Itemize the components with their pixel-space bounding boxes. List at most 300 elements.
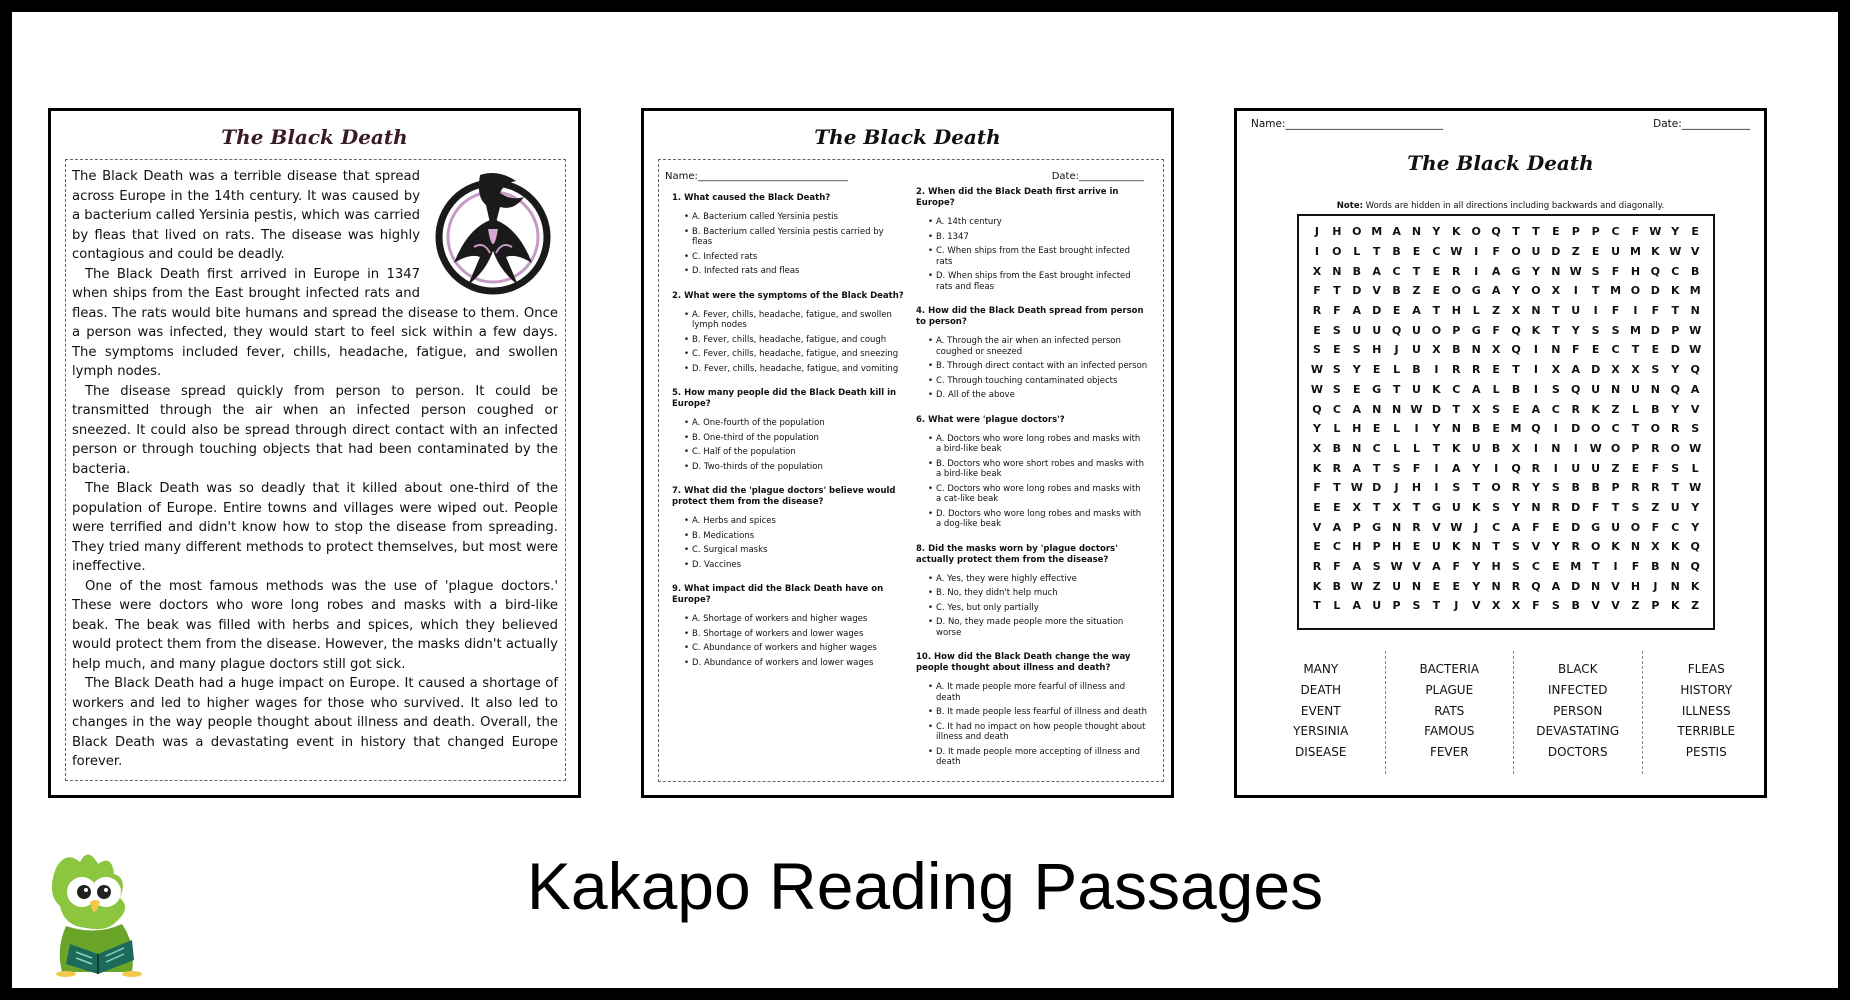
grid-letter: N bbox=[1332, 264, 1342, 278]
grid-letter: S bbox=[1352, 343, 1361, 357]
grid-letter: R bbox=[1452, 264, 1461, 278]
grid-letter: N bbox=[1391, 520, 1402, 534]
grid-letter: Q bbox=[1571, 382, 1581, 396]
grid-letter: J bbox=[1653, 579, 1658, 593]
word-item: PESTIS bbox=[1685, 745, 1727, 760]
word-item: HISTORY bbox=[1680, 682, 1733, 697]
grid-letter: F bbox=[1571, 343, 1580, 357]
grid-letter: S bbox=[1591, 264, 1600, 278]
question-text: 10. How did the Black Death change the way people thought about illness and death? bbox=[916, 652, 1131, 673]
grid-letter: I bbox=[1533, 382, 1538, 396]
answer-option: • C. Abundance of workers and higher wages bbox=[684, 643, 904, 654]
grid-letter: R bbox=[1531, 461, 1541, 475]
grid-letter: Z bbox=[1611, 461, 1620, 475]
grid-letter: K bbox=[1312, 579, 1322, 593]
grid-letter: U bbox=[1571, 461, 1581, 475]
grid-letter: E bbox=[1432, 579, 1441, 593]
grid-letter: Y bbox=[1531, 264, 1540, 278]
plague-doctor-illustration bbox=[428, 167, 558, 295]
answer-option: • C. It had no impact on how people thought about illness and death bbox=[928, 722, 1148, 743]
grid-letter: W bbox=[1350, 481, 1363, 495]
grid-letter: U bbox=[1372, 323, 1382, 337]
name-field: Name:______________________________ bbox=[1251, 118, 1444, 130]
grid-letter: E bbox=[1313, 500, 1321, 514]
grid-letter: X bbox=[1432, 343, 1441, 357]
grid-letter: F bbox=[1651, 304, 1660, 318]
grid-letter: A bbox=[1352, 599, 1362, 613]
grid-letter: V bbox=[1591, 599, 1600, 613]
grid-letter: U bbox=[1591, 461, 1601, 475]
word-item: ILLNESS bbox=[1681, 703, 1731, 718]
grid-letter: E bbox=[1691, 225, 1699, 239]
word-item: PLAGUE bbox=[1425, 682, 1474, 697]
grid-letter: F bbox=[1591, 500, 1600, 514]
grid-letter: B bbox=[1651, 560, 1660, 574]
grid-letter: K bbox=[1651, 245, 1660, 259]
grid-letter: S bbox=[1551, 481, 1560, 495]
grid-row bbox=[1307, 340, 1705, 360]
answer-option: • D. All of the above bbox=[928, 390, 1148, 401]
grid-letter: N bbox=[1411, 225, 1422, 239]
grid-letter: T bbox=[1591, 560, 1600, 574]
grid-letter: G bbox=[1511, 264, 1521, 278]
grid-letter: D bbox=[1431, 402, 1441, 416]
grid-letter: S bbox=[1611, 323, 1620, 337]
grid-letter: A bbox=[1392, 225, 1401, 239]
grid-letter: H bbox=[1352, 422, 1362, 436]
grid-letter: I bbox=[1553, 461, 1558, 475]
answer-option: • D. Two-thirds of the population bbox=[684, 462, 904, 473]
word-item: INFECTED bbox=[1547, 682, 1608, 697]
grid-letter: O bbox=[1511, 245, 1521, 259]
grid-letter: U bbox=[1451, 500, 1461, 514]
grid-letter: S bbox=[1492, 500, 1501, 514]
grid-letter: A bbox=[1372, 264, 1381, 278]
grid-letter: P bbox=[1372, 540, 1381, 554]
grid-letter: V bbox=[1432, 520, 1441, 534]
grid-letter: I bbox=[1573, 284, 1578, 298]
grid-letter: Q bbox=[1690, 560, 1700, 574]
grid-letter: E bbox=[1591, 245, 1600, 259]
passage-text bbox=[72, 167, 558, 772]
grid-letter: G bbox=[1471, 284, 1481, 298]
grid-letter: C bbox=[1551, 402, 1560, 416]
grid-letter: K bbox=[1312, 461, 1322, 475]
grid-letter: K bbox=[1452, 540, 1461, 554]
word-item: BACTERIA bbox=[1419, 662, 1480, 676]
grid-letter: P bbox=[1651, 599, 1660, 613]
grid-letter: T bbox=[1492, 540, 1500, 554]
grid-letter: E bbox=[1313, 540, 1321, 554]
grid-letter: S bbox=[1332, 382, 1341, 396]
grid-letter: W bbox=[1310, 382, 1324, 396]
question-text: 7. What did the 'plague doctors' believe would protect them from the disease? bbox=[672, 486, 896, 507]
grid-letter: B bbox=[1332, 441, 1342, 455]
question-text: 5. How many people did the Black Death kill in Europe? bbox=[672, 388, 897, 409]
grid-letter: T bbox=[1472, 481, 1480, 495]
grid-letter: U bbox=[1372, 599, 1382, 613]
grid-letter: K bbox=[1690, 579, 1700, 593]
grid-letter: B bbox=[1690, 264, 1700, 278]
grid-letter: B bbox=[1472, 422, 1481, 436]
passage-paragraph: The Black Death was so deadly that it killed about one-third of the population of Europe. Entire towns and villages were wiped out. People were terrified and didn't know how to stop the disease from spreading. They tried many different methods to protect themselves, but most were ineffective. bbox=[72, 481, 558, 574]
answer-option: • A. Doctors who wore long robes and masks with a bird-like beak bbox=[928, 434, 1148, 455]
answer-option: • D. When ships from the East brought infected rats and fleas bbox=[928, 271, 1148, 292]
grid-letter: M bbox=[1570, 560, 1582, 574]
grid-letter: Z bbox=[1691, 599, 1700, 613]
grid-letter: L bbox=[1472, 304, 1480, 318]
grid-letter: N bbox=[1610, 382, 1621, 396]
answer-option: • A. Herbs and spices bbox=[684, 516, 904, 527]
wordsearch-note bbox=[1237, 201, 1764, 211]
grid-letter: W bbox=[1350, 579, 1363, 593]
grid-row bbox=[1307, 576, 1705, 596]
grid-letter: U bbox=[1670, 500, 1680, 514]
grid-letter: A bbox=[1432, 560, 1441, 574]
grid-letter: T bbox=[1611, 500, 1620, 514]
quiz-page bbox=[641, 108, 1174, 798]
grid-row bbox=[1307, 222, 1705, 242]
grid-letter: Y bbox=[1352, 363, 1361, 377]
grid-letter: B bbox=[1651, 402, 1660, 416]
grid-letter: T bbox=[1671, 304, 1680, 318]
grid-letter: T bbox=[1512, 225, 1520, 239]
word-item: EVENT bbox=[1300, 703, 1341, 718]
grid-letter: U bbox=[1392, 579, 1402, 593]
grid-letter: S bbox=[1332, 363, 1341, 377]
grid-letter: C bbox=[1611, 422, 1620, 436]
passage-paragraph bbox=[72, 167, 558, 265]
note-text: Words are hidden in all directions including backwards and diagonally. bbox=[1362, 201, 1665, 211]
grid-letter: W bbox=[1689, 481, 1702, 495]
answer-option: • C. Fever, chills, headache, fatigue, and sneezing bbox=[684, 349, 904, 360]
grid-letter: T bbox=[1552, 323, 1560, 337]
grid-letter: G bbox=[1471, 323, 1481, 337]
grid-letter: Y bbox=[1671, 402, 1680, 416]
grid-letter: Q bbox=[1511, 343, 1521, 357]
grid-letter: W bbox=[1649, 225, 1662, 239]
grid-letter: Q bbox=[1312, 402, 1322, 416]
grid-letter: S bbox=[1691, 422, 1700, 436]
word-column bbox=[1642, 651, 1771, 774]
grid-letter: F bbox=[1492, 245, 1500, 259]
grid-letter: I bbox=[1533, 441, 1538, 455]
grid-letter: Y bbox=[1472, 579, 1481, 593]
answer-option: • D. No, they made people more the situation worse bbox=[928, 617, 1148, 638]
answer-option: • B. Shortage of workers and lower wages bbox=[684, 629, 904, 640]
grid-letter: E bbox=[1392, 304, 1401, 318]
grid-letter: C bbox=[1432, 245, 1441, 259]
grid-letter: S bbox=[1551, 599, 1560, 613]
grid-letter: V bbox=[1312, 520, 1322, 534]
grid-letter: Q bbox=[1531, 422, 1541, 436]
grid-letter: T bbox=[1313, 599, 1321, 613]
grid-letter: V bbox=[1412, 560, 1421, 574]
grid-letter: X bbox=[1511, 599, 1521, 613]
grid-letter: U bbox=[1412, 343, 1421, 357]
grid-letter: E bbox=[1432, 284, 1441, 298]
grid-letter: Y bbox=[1432, 225, 1441, 239]
grid-letter: N bbox=[1551, 343, 1561, 357]
grid-letter: U bbox=[1531, 245, 1541, 259]
word-list bbox=[1257, 651, 1770, 774]
grid-letter: I bbox=[1533, 343, 1538, 357]
grid-letter: H bbox=[1491, 560, 1501, 574]
wordsearch-title: The Black Death bbox=[1407, 151, 1594, 175]
grid-letter: J bbox=[1394, 481, 1399, 495]
grid-row bbox=[1307, 380, 1705, 400]
grid-letter: V bbox=[1372, 284, 1381, 298]
grid-letter: E bbox=[1512, 402, 1520, 416]
grid-letter: Z bbox=[1412, 284, 1421, 298]
grid-letter: N bbox=[1591, 579, 1601, 593]
grid-row bbox=[1307, 596, 1705, 616]
grid-letter: B bbox=[1392, 284, 1401, 298]
grid-letter: J bbox=[1454, 599, 1459, 613]
grid-letter: X bbox=[1392, 500, 1401, 514]
grid-letter: V bbox=[1471, 599, 1481, 613]
grid-letter: I bbox=[1533, 363, 1538, 377]
answer-option: • A. Through the air when an infected person coughed or sneezed bbox=[928, 336, 1148, 357]
grid-letter: W bbox=[1450, 520, 1463, 534]
grid-letter: B bbox=[1591, 481, 1600, 495]
grid-letter: Q bbox=[1511, 323, 1521, 337]
grid-letter: H bbox=[1451, 304, 1461, 318]
grid-letter: N bbox=[1630, 540, 1641, 554]
grid-letter: W bbox=[1669, 245, 1682, 259]
grid-letter: G bbox=[1372, 382, 1382, 396]
grid-letter: A bbox=[1471, 382, 1481, 396]
grid-letter: I bbox=[1573, 441, 1578, 455]
passage-paragraph: The Black Death had a huge impact on Europe. It caused a shortage of workers and led to higher wages for those who survived. It also led to changes in the way people thought about illness and death. Overall, the Black Death was a devastating event in history that changed Europe forever. bbox=[72, 676, 558, 769]
grid-letter: B bbox=[1392, 245, 1401, 259]
grid-letter: O bbox=[1451, 284, 1461, 298]
grid-letter: E bbox=[1631, 461, 1640, 475]
grid-letter: K bbox=[1432, 382, 1441, 396]
answer-option: • A. One-fourth of the population bbox=[684, 418, 904, 429]
grid-letter: I bbox=[1633, 304, 1638, 318]
grid-letter: E bbox=[1452, 579, 1461, 593]
grid-letter: A bbox=[1332, 520, 1342, 534]
grid-letter: K bbox=[1452, 225, 1461, 239]
grid-letter: Q bbox=[1511, 461, 1521, 475]
grid-letter: T bbox=[1452, 402, 1461, 416]
grid-letter: R bbox=[1631, 481, 1640, 495]
grid-letter: I bbox=[1494, 461, 1499, 475]
grid-letter: N bbox=[1391, 402, 1402, 416]
grid-letter: P bbox=[1392, 599, 1401, 613]
grid-letter: C bbox=[1332, 402, 1341, 416]
grid-letter: X bbox=[1611, 363, 1620, 377]
grid-letter: F bbox=[1532, 599, 1540, 613]
grid-letter: E bbox=[1591, 343, 1600, 357]
grid-letter: E bbox=[1552, 520, 1560, 534]
grid-letter: Q bbox=[1491, 225, 1501, 239]
grid-letter: Y bbox=[1472, 461, 1481, 475]
grid-letter: W bbox=[1689, 343, 1702, 357]
brand-title: Kakapo Reading Passages bbox=[526, 849, 1324, 923]
grid-letter: T bbox=[1532, 225, 1540, 239]
word-item: TERRIBLE bbox=[1677, 724, 1736, 739]
answer-option: • C. Doctors who wore long robes and masks with a cat-like beak bbox=[928, 484, 1148, 505]
grid-letter: A bbox=[1412, 304, 1421, 318]
grid-letter: A bbox=[1551, 579, 1561, 593]
answer-option: • C. Through touching contaminated objects bbox=[928, 376, 1148, 387]
grid-letter: U bbox=[1431, 540, 1441, 554]
grid-letter: A bbox=[1452, 461, 1461, 475]
grid-letter: Q bbox=[1670, 382, 1680, 396]
grid-letter: F bbox=[1532, 520, 1540, 534]
grid-row bbox=[1307, 261, 1705, 281]
grid-letter: A bbox=[1491, 264, 1501, 278]
grid-letter: R bbox=[1452, 363, 1461, 377]
grid-row bbox=[1307, 301, 1705, 321]
grid-letter: S bbox=[1332, 323, 1341, 337]
grid-letter: U bbox=[1611, 520, 1621, 534]
wordsearch-header bbox=[1251, 118, 1750, 130]
answer-option: • A. Shortage of workers and higher wages bbox=[684, 614, 904, 625]
grid-letter: X bbox=[1631, 363, 1640, 377]
grid-letter: T bbox=[1631, 343, 1640, 357]
grid-letter: V bbox=[1690, 402, 1700, 416]
grid-letter: S bbox=[1392, 461, 1401, 475]
grid-letter: Z bbox=[1372, 579, 1381, 593]
grid-letter: F bbox=[1611, 264, 1620, 278]
answer-option: • A. Bacterium called Yersinia pestis bbox=[684, 212, 904, 223]
grid-letter: T bbox=[1432, 441, 1441, 455]
wordsearch-page bbox=[1234, 108, 1767, 798]
word-column bbox=[1257, 651, 1385, 774]
grid-letter: T bbox=[1333, 481, 1341, 495]
grid-letter: N bbox=[1352, 441, 1362, 455]
grid-letter: D bbox=[1650, 284, 1660, 298]
grid-letter: D bbox=[1591, 363, 1601, 377]
grid-letter: C bbox=[1671, 520, 1680, 534]
grid-letter: B bbox=[1352, 264, 1361, 278]
grid-letter: B bbox=[1452, 343, 1461, 357]
grid-letter: V bbox=[1611, 579, 1620, 593]
grid-letter: O bbox=[1431, 323, 1442, 337]
grid-letter: F bbox=[1313, 284, 1321, 298]
passage-paragraph: One of the most famous methods was the use of 'plague doctors.' These were doctors who wore long robes and masks with a bird-like beak. The beak was filled with herbs and spices, which they believed would protect them from the disease. However, the masks didn't actually help much, and many plague doctors still got sick. bbox=[72, 578, 558, 672]
answer-option: • C. Half of the population bbox=[684, 447, 904, 458]
grid-letter: F bbox=[1631, 225, 1640, 239]
grid-letter: N bbox=[1372, 402, 1382, 416]
grid-letter: A bbox=[1352, 461, 1362, 475]
grid-letter: L bbox=[1393, 422, 1401, 436]
grid-letter: Y bbox=[1432, 422, 1441, 436]
grid-letter: U bbox=[1591, 382, 1601, 396]
quiz-title: The Black Death bbox=[814, 125, 1001, 149]
grid-row bbox=[1307, 439, 1705, 459]
grid-letter: Y bbox=[1551, 540, 1560, 554]
grid-letter: R bbox=[1312, 560, 1322, 574]
grid-letter: H bbox=[1352, 540, 1362, 554]
grid-letter: L bbox=[1492, 382, 1500, 396]
grid-letter: O bbox=[1610, 441, 1621, 455]
answer-option: • D. Infected rats and fleas bbox=[684, 266, 904, 277]
grid-letter: H bbox=[1372, 343, 1382, 357]
grid-letter: U bbox=[1571, 304, 1581, 318]
grid-row bbox=[1307, 537, 1705, 557]
question-text: 8. Did the masks worn by 'plague doctors' actually protect them from the disease? bbox=[916, 543, 1118, 565]
passage-paragraph: The Black Death first arrived in Europe in 1347 when ships from the East brought infected rats and fleas. The rats would bite humans and spread the disease to them. Once a person was infected, they would start to feel sick within a few days. The symptoms included fever, chills, headache, fatigue, and swollen lymph nodes. bbox=[72, 266, 558, 379]
grid-letter: W bbox=[1410, 402, 1423, 416]
grid-row bbox=[1307, 517, 1705, 537]
grid-row bbox=[1307, 419, 1705, 439]
grid-letter: A bbox=[1690, 382, 1700, 396]
note-label: Note: bbox=[1336, 201, 1363, 211]
question-text: 6. What were 'plague doctors'? bbox=[916, 414, 1065, 425]
grid-letter: R bbox=[1571, 402, 1580, 416]
grid-letter: J bbox=[1474, 520, 1479, 534]
grid-letter: T bbox=[1631, 422, 1640, 436]
grid-letter: Y bbox=[1531, 481, 1540, 495]
grid-letter: U bbox=[1352, 323, 1362, 337]
grid-letter: H bbox=[1332, 225, 1342, 239]
grid-letter: T bbox=[1333, 284, 1341, 298]
question-text: 1. What caused the Black Death? bbox=[672, 193, 831, 203]
grid-row bbox=[1307, 557, 1705, 577]
date-field: Date:_____________ bbox=[1051, 171, 1144, 182]
grid-letter: E bbox=[1372, 363, 1381, 377]
grid-letter: K bbox=[1671, 599, 1680, 613]
grid-letter: U bbox=[1471, 441, 1481, 455]
grid-letter: O bbox=[1531, 284, 1541, 298]
grid-letter: L bbox=[1333, 422, 1341, 436]
grid-letter: U bbox=[1611, 245, 1621, 259]
grid-letter: T bbox=[1412, 500, 1421, 514]
grid-letter: X bbox=[1312, 441, 1322, 455]
grid-letter: Q bbox=[1690, 363, 1700, 377]
grid-letter: E bbox=[1333, 343, 1341, 357]
word-item: YERSINIA bbox=[1293, 724, 1349, 739]
question-text: 9. What impact did the Black Death have on Europe? bbox=[672, 584, 884, 605]
grid-letter: R bbox=[1651, 481, 1660, 495]
grid-letter: M bbox=[1510, 422, 1522, 436]
grid-letter: K bbox=[1671, 540, 1680, 554]
word-item: FEVER bbox=[1429, 745, 1469, 760]
grid-letter: D bbox=[1571, 520, 1581, 534]
grid-letter: X bbox=[1511, 304, 1521, 318]
grid-letter: F bbox=[1651, 520, 1660, 534]
grid-letter: F bbox=[1611, 304, 1620, 318]
quiz-question bbox=[916, 415, 1148, 530]
grid-letter: A bbox=[1511, 520, 1521, 534]
word-item: FAMOUS bbox=[1424, 724, 1475, 739]
grid-letter: R bbox=[1332, 461, 1342, 475]
grid-letter: O bbox=[1650, 422, 1661, 436]
grid-letter: P bbox=[1611, 481, 1620, 495]
question-text: 2. What were the symptoms of the Black Death? bbox=[672, 290, 904, 301]
grid-letter: T bbox=[1512, 363, 1520, 377]
grid-letter: P bbox=[1591, 225, 1600, 239]
grid-letter: K bbox=[1591, 402, 1600, 416]
word-item: DISEASE bbox=[1295, 745, 1347, 760]
grid-letter: D bbox=[1352, 284, 1362, 298]
grid-letter: Y bbox=[1691, 520, 1700, 534]
grid-letter: D bbox=[1372, 481, 1382, 495]
grid-letter: K bbox=[1611, 540, 1620, 554]
grid-letter: S bbox=[1512, 560, 1520, 574]
answer-option: • B. 1347 bbox=[928, 232, 1148, 243]
grid-letter: H bbox=[1391, 540, 1402, 554]
grid-letter: Z bbox=[1492, 304, 1501, 318]
grid-letter: X bbox=[1352, 500, 1361, 514]
grid-letter: C bbox=[1492, 520, 1501, 534]
grid-letter: A bbox=[1352, 402, 1362, 416]
grid-letter: D bbox=[1571, 500, 1581, 514]
